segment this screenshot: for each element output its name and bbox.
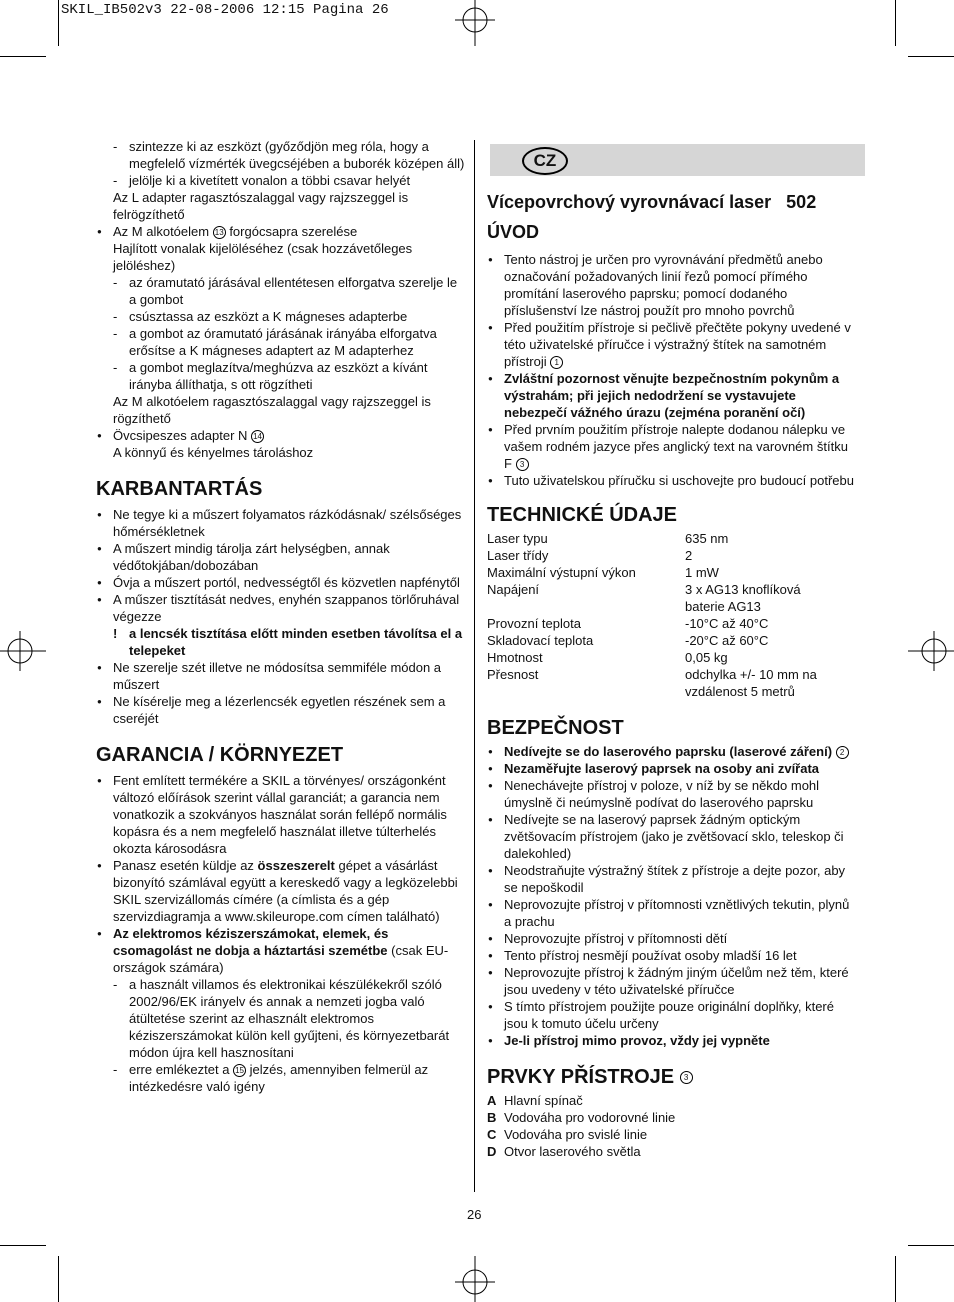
- callout-number: 2: [836, 746, 849, 759]
- language-badge: CZ: [522, 147, 568, 175]
- list-item: ● Před prvním použitím přístroje nalepte dodanou nálepku ve vašem rodném jazyce přes anglický text na varovném štítku F 3: [487, 421, 857, 472]
- spec-row: Maximální výstupní výkon 1 mW: [487, 565, 719, 580]
- callout-number: 3: [516, 458, 529, 471]
- warning-item: ! a lencsék tisztítása előtt minden esetben távolítsa el a telepeket: [96, 625, 466, 659]
- left-column: [96, 138, 466, 1095]
- list-item: ● Nezaměřujte laserový paprsek na osoby ani zvířata: [487, 760, 857, 777]
- section-heading: KARBANTARTÁS: [96, 478, 263, 500]
- registration-mark-icon: [450, 0, 500, 46]
- list-item: - szintezze ki az eszközt (győződjön meg róla, hogy a megfelelő vízmérték üvegcséjében a buborék középen áll): [96, 138, 466, 172]
- page-number: 26: [467, 1207, 482, 1222]
- list-item: ● Je-li přístroj mimo provoz, vždy jej vypněte: [487, 1032, 857, 1049]
- list-item: - az óramutató járásával ellentétesen elforgatva szerelje le a gombot: [96, 274, 466, 308]
- language-bar: [490, 144, 865, 176]
- list-item: - csúsztassa az eszközt a K mágneses adapterbe: [96, 308, 466, 325]
- paragraph: Hajlított vonalak kijelöléséhez (csak hozzávetőleges jelöléshez): [113, 241, 413, 273]
- crop-mark: [0, 56, 46, 57]
- paragraph: A könnyű és kényelmes tároláshoz: [113, 445, 314, 460]
- list-item: ● Az elektromos kéziszerszámokat, elemek, és csomagolást ne dobja a háztartási szemétbe (csak EU-országok számára): [96, 925, 466, 976]
- list-item: ● Nedívejte se do laserového paprsku (laserové záření) 2: [487, 743, 857, 760]
- list-item: ● Övcsipeszes adapter N 14: [96, 427, 466, 444]
- list-item: ● Zvláštní pozornost věnujte bezpečnostním pokynům a výstrahám; při jejich nedodržení se vystavujete nebezpečí vážného úrazu (zejména poranění očí): [487, 370, 857, 421]
- part-row: B Vodováha pro vodorovné linie: [487, 1110, 676, 1125]
- spec-row: Hmotnost 0,05 kg: [487, 650, 728, 665]
- part-row: C Vodováha pro svislé linie: [487, 1127, 648, 1142]
- list-item: ● Před použitím přístroje si pečlivě přečtěte pokyny uvedené v této uživatelské příručce i výstražný štítek na samotném přístroji 1: [487, 319, 857, 370]
- list-item: - a gombot az óramutató járásának irányába elforgatva erősítse a K mágneses adaptert az M adapterhez: [96, 325, 466, 359]
- list-item: ● A műszer tisztítását nedves, enyhén szappanos törlőruhával végezze: [96, 591, 466, 625]
- list-item: ● Ne tegye ki a műszert folyamatos rázkódásnak/ szélsőséges hőmérsékletnek: [96, 506, 466, 540]
- document-title: Vícepovrchový vyrovnávací laser 502: [487, 192, 817, 212]
- part-row: A Hlavní spínač: [487, 1093, 583, 1108]
- list-item: ● Nenechávejte přístroj v poloze, v níž by se někdo mohl úmyslně či neúmyslně podívat do laserového paprsku: [487, 777, 857, 811]
- list-item: ● S tímto přístrojem použijte pouze originální doplňky, které jsou k tomuto účelu určeny: [487, 998, 857, 1032]
- spec-row: Skladovací teplota -20°C až 60°C: [487, 633, 769, 648]
- callout-number: 3: [680, 1071, 693, 1084]
- callout-number: 1: [550, 356, 563, 369]
- crop-mark: [908, 1245, 954, 1246]
- list-item: ● Tento přístroj nesmějí používat osoby mladší 16 let: [487, 947, 857, 964]
- section-heading: ÚVOD: [487, 222, 540, 242]
- callout-number: 13: [213, 226, 226, 239]
- callout-number: 14: [251, 430, 264, 443]
- list-item: - erre emlékeztet a 15 jelzés, amennyiben felmerül az intézkedésre való igény: [96, 1061, 466, 1095]
- registration-mark-icon: [450, 1256, 500, 1302]
- callout-number: 15: [233, 1064, 246, 1077]
- list-item: ● Neprovozujte přístroj v přítomnosti vznětlivých tekutin, plynů a prachu: [487, 896, 857, 930]
- list-item: ● Fent említett termékére a SKIL a törvényes/ országonként változó előírások szerint vállal garanciát; a garancia nem vonatkozik a szokványos használat során fellépő normális kopásra és a nem megfelelő használat illetve túlterhelés okozta károsodásra: [96, 772, 466, 857]
- section-heading: BEZPEČNOST: [487, 717, 624, 739]
- section-heading: TECHNICKÉ ÚDAJE: [487, 504, 678, 526]
- paragraph: Az M alkotóelem ragasztószalaggal vagy rajzszeggel is rögzíthető: [113, 394, 431, 426]
- list-item: ● A műszert mindig tárolja zárt helységben, annak védőtokjában/dobozában: [96, 540, 466, 574]
- crop-mark: [895, 1256, 896, 1302]
- list-item: ● Tuto uživatelskou příručku si uschovejte pro budoucí potřebu: [487, 472, 857, 489]
- crop-mark: [908, 56, 954, 57]
- paragraph: Az L adapter ragasztószalaggal vagy rajzszeggel is felrögzíthető: [113, 190, 409, 222]
- list-item: - a használt villamos és elektronikai készülékekről szóló 2002/96/EK irányelv és annak a nemzeti jogba való átültetése szerint az elhasznált elektromos kéziszerszámokat külön kell gyűjteni, és környezetbarát módon újra kell hasznosítani: [96, 976, 466, 1061]
- list-item: ● Ne kísérelje meg a lézerlencsék egyetlen részének sem a cseréjét: [96, 693, 466, 727]
- crop-mark: [0, 1245, 46, 1246]
- registration-mark-icon: [0, 626, 46, 676]
- list-item: ● Neprovozujte přístroj v přítomnosti dětí: [487, 930, 857, 947]
- crop-mark: [895, 0, 896, 46]
- section-heading: GARANCIA / KÖRNYEZET: [96, 744, 344, 766]
- list-item: ● Ne szerelje szét illetve ne módosítsa semmiféle módon a műszert: [96, 659, 466, 693]
- spec-row: Laser typu 635 nm: [487, 531, 729, 546]
- list-item: ● Panasz esetén küldje az összeszerelt gépet a vásárlást bizonyító számlával együtt a kereskedő vagy a legközelebbi SKIL szervizállomás címére (a címlista és a gép szervizdiagramja a www.skileurope.com címen található): [96, 857, 466, 925]
- column-divider: [474, 140, 475, 1192]
- print-header: SKIL_IB502v3 22-08-2006 12:15 Pagina 26: [61, 2, 389, 18]
- crop-mark: [58, 1256, 59, 1302]
- list-item: ● Neodstraňujte výstražný štítek z přístroje a dejte pozor, aby se nepoškodil: [487, 862, 857, 896]
- part-row: D Otvor laserového světla: [487, 1144, 641, 1159]
- list-item: - jelölje ki a kivetített vonalon a többi csavar helyét: [96, 172, 466, 189]
- list-item: ● Neprovozujte přístroj k žádným jiným účelům než těm, které jsou uvedeny v této uživatelské příručce: [487, 964, 857, 998]
- spec-row: Laser třídy 2: [487, 548, 693, 563]
- spec-row: Napájení 3 x AG13 knoflíková baterie AG13: [487, 582, 801, 614]
- spec-row: Provozní teplota -10°C až 40°C: [487, 616, 769, 631]
- section-heading: PRVKY PŘÍSTROJE 3: [487, 1065, 857, 1089]
- registration-mark-icon: [908, 626, 954, 676]
- list-item: - a gombot meglazítva/meghúzva az eszközt a kívánt irányba állíthatja, s ott rögzítheti: [96, 359, 466, 393]
- list-item: ● Óvja a műszert portól, nedvességtől és közvetlen napfénytől: [96, 574, 466, 591]
- list-item: ● Az M alkotóelem 13 forgócsapra szerelése: [96, 223, 466, 240]
- list-item: ● Nedívejte se na laserový paprsek žádným optickým zvětšovacím přístrojem (jako je zvětšovací sklo, teleskop či dalekohled): [487, 811, 857, 862]
- crop-mark: [58, 0, 59, 46]
- list-item: ● Tento nástroj je určen pro vyrovnávání předmětů anebo označování požadovaných linií řezů pomocí přímého promítání laserového paprsku; pomocí dodaného příslušenství lze nástroj použít pro mnoho povrchů: [487, 251, 857, 319]
- right-column: [487, 138, 857, 1160]
- spec-row: Přesnost odchylka +/- 10 mm na vzdálenost 5 metrů: [487, 667, 817, 699]
